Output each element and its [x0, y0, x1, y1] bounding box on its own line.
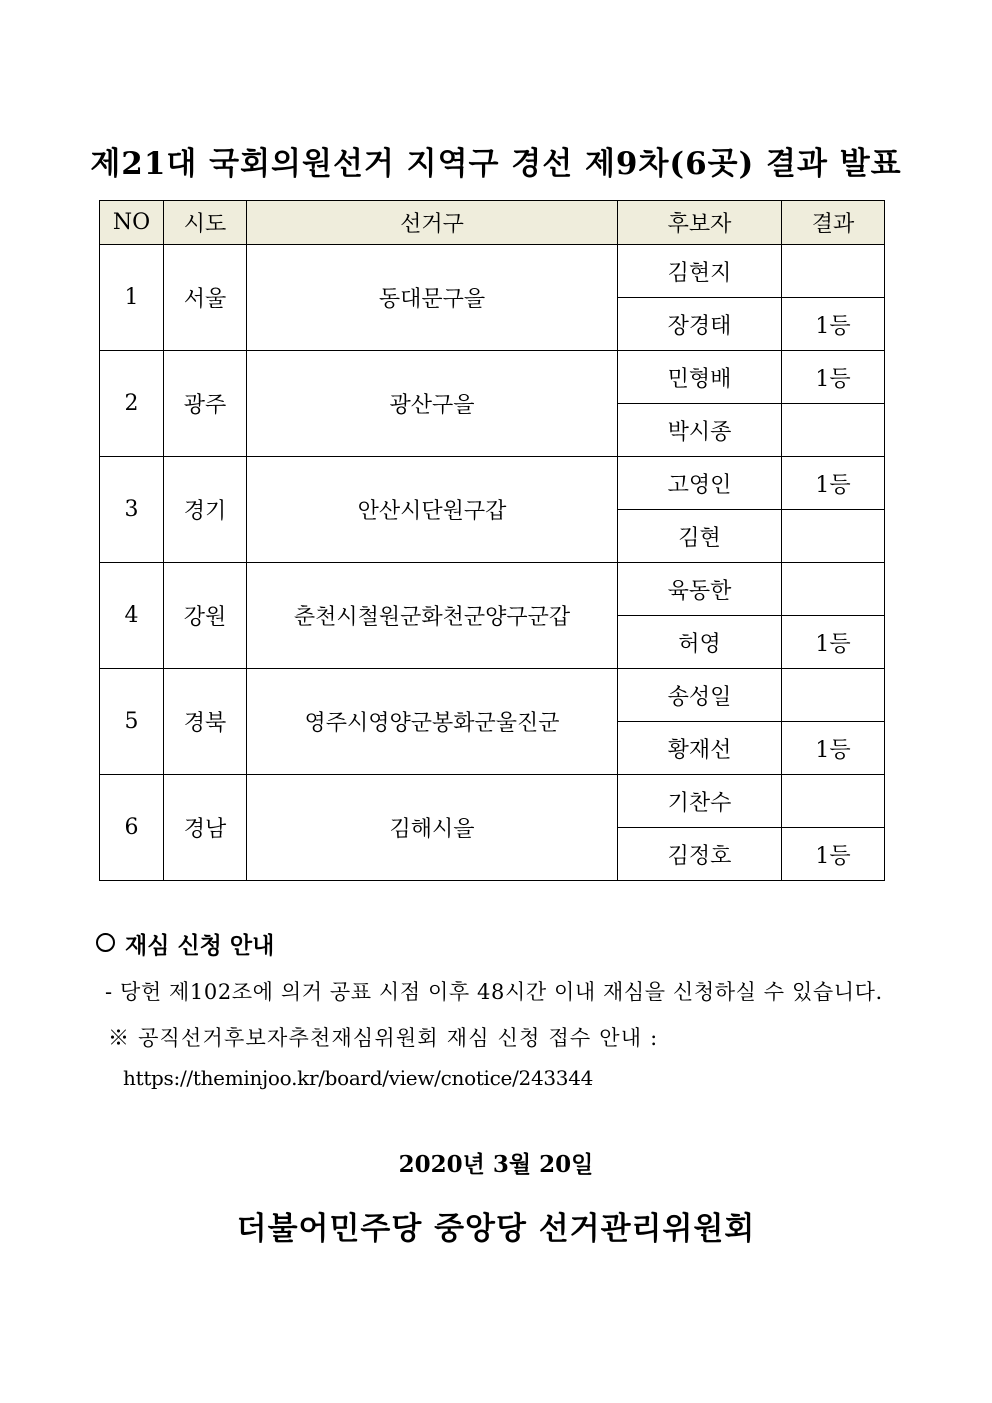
row-region: 강원 — [164, 563, 247, 669]
candidate-name: 장경태 — [618, 298, 782, 351]
table-header-row — [100, 201, 885, 245]
candidate-name: 허영 — [618, 616, 782, 669]
candidate-name: 김현지 — [618, 245, 782, 298]
table-row — [100, 245, 885, 298]
circle-bullet-icon — [96, 933, 115, 952]
announcement-date: 2020년 3월 20일 — [398, 1151, 594, 1178]
candidate-name: 김현 — [618, 510, 782, 563]
row-no: 2 — [100, 351, 164, 457]
header-region: 시도 — [164, 201, 247, 245]
candidate-result — [782, 510, 885, 563]
candidate-name: 김정호 — [618, 828, 782, 881]
candidate-name: 박시종 — [618, 404, 782, 457]
table-row — [100, 775, 885, 828]
header-candidate: 후보자 — [618, 201, 782, 245]
candidate-result: 1등 — [782, 828, 885, 881]
table-row — [100, 351, 885, 404]
row-no: 1 — [100, 245, 164, 351]
notice-url: https://theminjoo.kr/board/view/cnotice/243344 — [123, 1066, 594, 1090]
candidate-name: 고영인 — [618, 457, 782, 510]
document-title: 제21대 국회의원선거 지역구 경선 제9차(6곳) 결과 발표 — [90, 146, 902, 182]
row-no: 5 — [100, 669, 164, 775]
row-region: 서울 — [164, 245, 247, 351]
row-region: 경기 — [164, 457, 247, 563]
table-row — [100, 563, 885, 616]
candidate-name: 육동한 — [618, 563, 782, 616]
results-table — [99, 200, 885, 881]
row-district: 김해시을 — [247, 775, 618, 881]
candidate-result — [782, 563, 885, 616]
candidate-result — [782, 669, 885, 722]
row-region: 경남 — [164, 775, 247, 881]
candidate-name: 기찬수 — [618, 775, 782, 828]
row-no: 6 — [100, 775, 164, 881]
row-no: 3 — [100, 457, 164, 563]
candidate-result: 1등 — [782, 351, 885, 404]
notice-heading-text: 재심 신청 안내 — [125, 933, 275, 959]
candidate-name: 민형배 — [618, 351, 782, 404]
organization-name: 더불어민주당 중앙당 선거관리위원회 — [236, 1211, 756, 1247]
candidate-result — [782, 404, 885, 457]
row-district: 영주시영양군봉화군울진군 — [247, 669, 618, 775]
header-no: NO — [100, 201, 164, 245]
candidate-result: 1등 — [782, 298, 885, 351]
row-region: 광주 — [164, 351, 247, 457]
notice-heading — [96, 927, 274, 960]
row-no: 4 — [100, 563, 164, 669]
candidate-result — [782, 775, 885, 828]
header-result: 결과 — [782, 201, 885, 245]
notice-text: - 당헌 제102조에 의거 공표 시점 이후 48시간 이내 재심을 신청하실 수 있습니다. — [105, 980, 883, 1004]
row-district: 동대문구을 — [247, 245, 618, 351]
row-district: 춘천시철원군화천군양구군갑 — [247, 563, 618, 669]
candidate-name: 송성일 — [618, 669, 782, 722]
header-district: 선거구 — [247, 201, 618, 245]
candidate-name: 황재선 — [618, 722, 782, 775]
candidate-result: 1등 — [782, 616, 885, 669]
candidate-result — [782, 245, 885, 298]
table-row — [100, 669, 885, 722]
candidate-result: 1등 — [782, 722, 885, 775]
row-district: 안산시단원구갑 — [247, 457, 618, 563]
candidate-result: 1등 — [782, 457, 885, 510]
notice-reference: ※ 공직선거후보자추천재심위원회 재심 신청 접수 안내 : — [108, 1026, 659, 1050]
row-district: 광산구을 — [247, 351, 618, 457]
row-region: 경북 — [164, 669, 247, 775]
table-row — [100, 457, 885, 510]
